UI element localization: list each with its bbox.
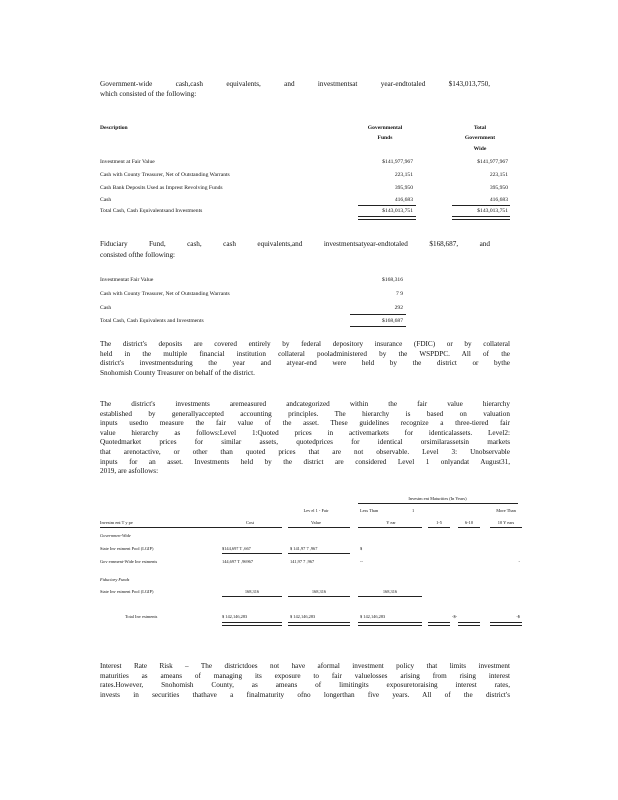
table-row-total: 416,683 — [489, 197, 508, 203]
total-double-rule — [358, 216, 416, 220]
total-row-label: Total Cash, Cash Equivalentsand Investments — [100, 208, 203, 214]
table-row-fair: $ 141,97 7 ,967 — [290, 546, 318, 551]
subtotal-rule — [358, 205, 416, 206]
maturities-header: Investm ent Maturities (In Years) — [408, 496, 467, 501]
fiduciary-line-1: Fiduciary Fund, cash, cash equivalents,and investmentsatyear-endtotaled $168,687, and — [100, 240, 490, 248]
header-rule — [428, 527, 450, 528]
table-row-label: Cash — [100, 305, 112, 311]
total-row-fair: $ 142,146,283 — [290, 614, 316, 619]
section-fiduciary: Fiduciary Funds — [100, 577, 130, 582]
total-row-more: -$ — [516, 614, 520, 619]
total-double-rule — [358, 622, 422, 626]
total-row-value: $168,687 — [382, 318, 403, 324]
section-government-wide: Governmen-Wide — [100, 533, 131, 538]
intro-line-2: which consisted of the following: — [100, 90, 197, 98]
table-row-fair: 141,97 7 ,967 — [290, 559, 315, 564]
table-row-label: Cash — [100, 197, 112, 203]
table-row-cost: 144,697 T ,96967 — [222, 559, 254, 564]
table-row-label: Gov ernment-Wide Inv estments — [100, 559, 158, 564]
row-rule — [288, 553, 350, 554]
total-double-rule — [428, 622, 450, 626]
investment-type-header: Investm ent T y pe — [100, 520, 133, 525]
fiduciary-line-2: consisted ofthe following: — [100, 251, 176, 259]
table-row-less: -- — [360, 559, 363, 564]
less-than-header-1: Less Than — [360, 508, 379, 513]
fair-value-header-2: Value — [311, 520, 321, 525]
governmental-funds-header-1: Governmental — [367, 125, 403, 131]
total-row-1-5: -$- — [452, 614, 458, 619]
total-header-2: Government — [464, 135, 496, 141]
more-than-header-2: 10 Y ears — [497, 520, 515, 525]
row-rule — [222, 553, 282, 554]
table-row-label: State Inv estment Pool (LGIP) — [100, 589, 154, 594]
header-rule — [100, 527, 225, 528]
total-row-label: Total Inv estments — [125, 614, 158, 619]
row-rule — [358, 596, 422, 597]
total-row-less: $ 142,146,283 — [360, 614, 386, 619]
header-rule — [222, 527, 282, 528]
table-row-total: 223,151 — [489, 172, 508, 178]
table-row-total: $141,977,967 — [477, 159, 508, 165]
table-row-value: $168,316 — [382, 277, 403, 283]
total-row-cost: $ 142,146,283 — [222, 614, 248, 619]
table-row-less: $ — [360, 546, 363, 551]
table-row-label: State Inv estment Pool (LGIP) — [100, 546, 154, 551]
governmental-funds-header-2: Funds — [377, 135, 393, 141]
total-header-3: Wide — [473, 146, 487, 152]
table-row-gov: 395,950 — [394, 185, 413, 191]
total-double-rule — [490, 622, 522, 626]
table-row-less: 168,316 — [382, 589, 398, 594]
table-row-fair: 168,316 — [311, 589, 327, 594]
total-double-rule — [458, 622, 480, 626]
table-row-total: 395,950 — [489, 185, 508, 191]
header-rule — [288, 527, 350, 528]
subtotal-rule — [350, 314, 406, 315]
interest-rate-risk-paragraph: Interest Rate Risk – The districtdoes not have aformal investment policy that limits investment maturities as ameans of managing its exposure to fair valuelosses arising from rising interest rates.However, Snohomish County, as ameans of limitingits exposuretoraising interest rates, invests in securities thathave a finalmaturity ofno longerthan five years. All of the district's — [100, 662, 510, 699]
table-row-label: Cash with County Treasurer, Net of Outstanding Warrants — [100, 172, 230, 178]
total-header-1: Total — [473, 125, 487, 131]
fair-value-paragraph: The district's investments aremeasured andcategorized within the fair value hierarchy established by generallyaccepted accounting principles. The hierarchy is based on valuation inputs usedto measure the fair value of the asset. These guidelines recognize a three-tiered fair value hierarchy as follows:Level 1:Quoted prices in activemarkets for identicalassets. Level2: Quotedmarket prices for similar assets, quotedprices for identical orsimilarassetsin markets that arenotactive, or other than quoted prices that are not observable. Level 3: Unobservable inputs for an asset. Investments held by the district are considered Level 1 onlyandat August31, 2019, are asfollows: — [100, 400, 510, 476]
table-row-label: Cash with County Treasurer, Net of Outstanding Warrants — [100, 291, 230, 297]
header-rule — [458, 527, 480, 528]
table-row-gov: $141,977,967 — [382, 159, 413, 165]
table-row-value: 292 — [394, 305, 403, 311]
total-rule — [350, 326, 406, 327]
total-row-gov: $143,013,751 — [382, 208, 413, 214]
maturities-header-rule — [358, 503, 518, 504]
description-header: Description — [100, 125, 128, 131]
total-row-total: $143,013,751 — [477, 208, 508, 214]
more-than-header-1: More Than — [496, 508, 516, 513]
fair-value-header-1: Lev el 1 - Fair — [303, 508, 329, 513]
cost-header: Cost — [245, 520, 255, 525]
table-row-cost: $144,697 T ,667 — [222, 546, 251, 551]
total-double-rule — [222, 622, 282, 626]
deposits-paragraph: The district's deposits are covered entirely by federal depository insurance (FDIC) or by collateral held in the multiple financial institution collateral pooladministered by the WSPDPC. All of the district's investmentsduring the year and atyear-end were held by the district or bythe Snohomish County Treasurer on behalf of the district. — [100, 340, 510, 377]
col-6-10-header: 6-10 — [464, 520, 474, 525]
table-row-value: 7 9 — [396, 291, 403, 297]
subtotal-rule — [452, 205, 510, 206]
header-rule — [490, 527, 522, 528]
col-1-5-header: 1-5 — [436, 520, 442, 525]
table-row-label: Investmentat Fair Value — [100, 277, 154, 283]
table-row-label: Cash Bank Deposits Used as Imprest Revolving Funds — [100, 185, 223, 191]
table-row-cost: 168,316 — [244, 589, 260, 594]
table-row-more: - — [518, 559, 520, 564]
total-double-rule — [288, 622, 350, 626]
table-row-label: Investment at Fair Value — [100, 159, 155, 165]
table-row-gov: 416,683 — [394, 197, 413, 203]
total-row-label: Total Cash, Cash Equivalents and Investments — [100, 318, 204, 324]
intro-line-1: Government-wide cash,cash equivalents, and investmentsat year-endtotaled $143,013,750, — [100, 80, 490, 88]
table-row-gov: 223,151 — [394, 172, 413, 178]
less-than-mark: 1 — [412, 508, 415, 513]
header-rule — [358, 527, 422, 528]
less-than-header-2: Y ear — [386, 520, 396, 525]
row-rule — [222, 596, 282, 597]
row-rule — [288, 596, 350, 597]
total-double-rule — [452, 216, 510, 220]
